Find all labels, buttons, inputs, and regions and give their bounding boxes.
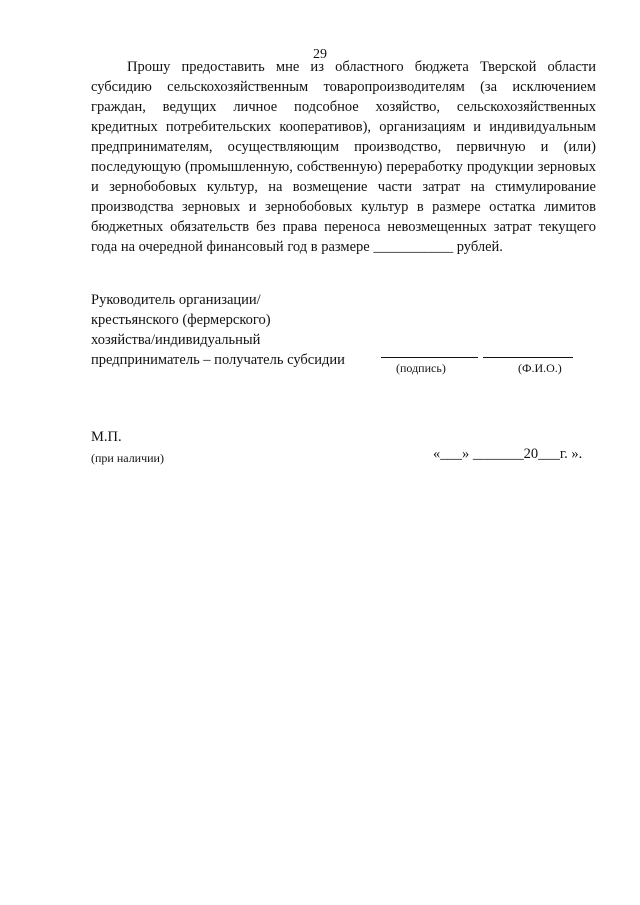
signatory-line-4: предприниматель – получатель субсидии (91, 352, 345, 368)
signatory-line-3: хозяйства/индивидуальный (91, 332, 261, 348)
stamp-label: М.П. (91, 429, 122, 445)
name-caption: (Ф.И.О.) (518, 361, 562, 375)
request-paragraph: Прошу предоставить мне из областного бюджета Тверской области субсидию сельскохозяйственным товаропроизводителям (за исключением граждан, ведущих личное подсобное хозяйство, сельскохозяйственных кредитных потребительских кооперативов), организациям и индивидуальным предпринимателям, осуществляющим производство, первичную и (или) последующую (промышленную, собственную) переработку продукции зерновых и зернобобовых культур, на возмещение части затрат на стимулирование производства зерновых и зернобобовых культур в размере остатка лимитов бюджетных обязательств без права переноса невозмещенных затрат текущего года на очередной финансовый год в размере ___________ рублей. (91, 59, 596, 255)
date-field: «___» _______20___г. ». (433, 446, 583, 462)
signature-line (381, 357, 478, 358)
signatory-block (91, 290, 381, 370)
signatory-line-1: Руководитель организации/ (91, 292, 261, 308)
stamp-note: (при наличии) (91, 451, 164, 465)
signatory-line-2: крестьянского (фермерского) (91, 312, 271, 328)
page-number: 29 (313, 47, 327, 62)
signature-caption: (подпись) (396, 361, 446, 375)
name-line (483, 357, 573, 358)
